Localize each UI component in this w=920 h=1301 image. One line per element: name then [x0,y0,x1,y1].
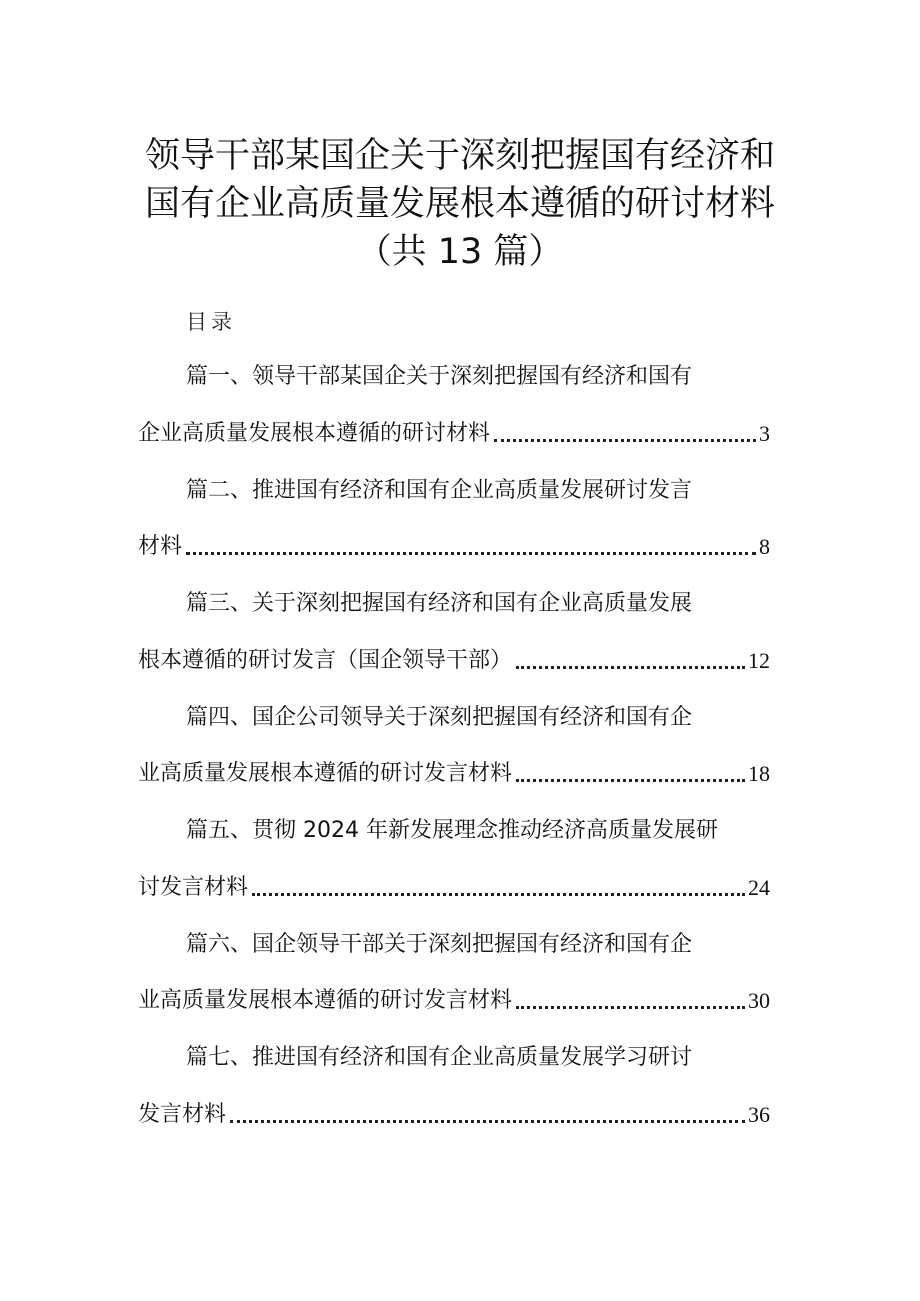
page-number: 18 [748,761,770,786]
toc-entry-continuation [138,986,770,1016]
toc-entry-title-cont: 企业高质量发展根本遵循的研讨材料 [138,421,491,446]
title-line-1: 领导干部某国企关于深刻把握国有经济和 [144,136,775,176]
page-number: 3 [759,421,770,446]
dot-leader [516,666,745,669]
toc-entry-title-cont: 材料 [138,534,183,559]
dot-leader [186,552,756,555]
dot-leader [516,1006,745,1009]
toc-entry-title: 篇三、关于深刻把握国有经济和国有企业高质量发展 [186,591,693,616]
page-number: 36 [748,1102,770,1127]
dot-leader [516,779,745,782]
page-number: 8 [759,534,770,559]
toc-entry-continuation [138,1100,770,1130]
toc-entry-continuation [138,873,770,903]
toc-entry-continuation [138,532,770,562]
page-number: 12 [748,648,770,673]
toc-entry-continuation [138,419,770,449]
page-number: 24 [748,875,770,900]
toc-entry-title: 篇四、国企公司领导关于深刻把握国有经济和国有企 [186,705,693,730]
toc-entry-title-cont: 发言材料 [138,1102,227,1127]
toc-entry-title-cont: 业高质量发展根本遵循的研讨发言材料 [138,988,513,1013]
toc-entry-title: 篇七、推进国有经济和国有企业高质量发展学习研讨 [186,1045,693,1070]
toc-entry-title-cont: 业高质量发展根本遵循的研讨发言材料 [138,761,513,786]
toc-entry-title-cont: 讨发言材料 [138,875,249,900]
toc-entry-title: 篇五、贯彻 2024 年新发展理念推动经济高质量发展研 [186,818,718,843]
toc-entry-title: 篇六、国企领导干部关于深刻把握国有经济和国有企 [186,932,693,957]
dot-leader [230,1120,745,1123]
title-line-2: 国有企业高质量发展根本遵循的研讨材料 [144,184,775,224]
toc-entry-continuation [138,759,770,789]
toc-entry-title: 篇一、领导干部某国企关于深刻把握国有经济和国有 [186,364,693,389]
toc-entry-title-cont: 根本遵循的研讨发言（国企领导干部） [138,648,513,673]
page-number: 30 [748,988,770,1013]
toc-entry-title: 篇二、推进国有经济和国有企业高质量发展研讨发言 [186,478,693,503]
title-line-3: （共 13 篇） [356,232,564,272]
toc-heading: 目录 [186,310,236,334]
dot-leader [494,439,756,442]
dot-leader [252,893,745,896]
toc-entry-continuation [138,646,770,676]
